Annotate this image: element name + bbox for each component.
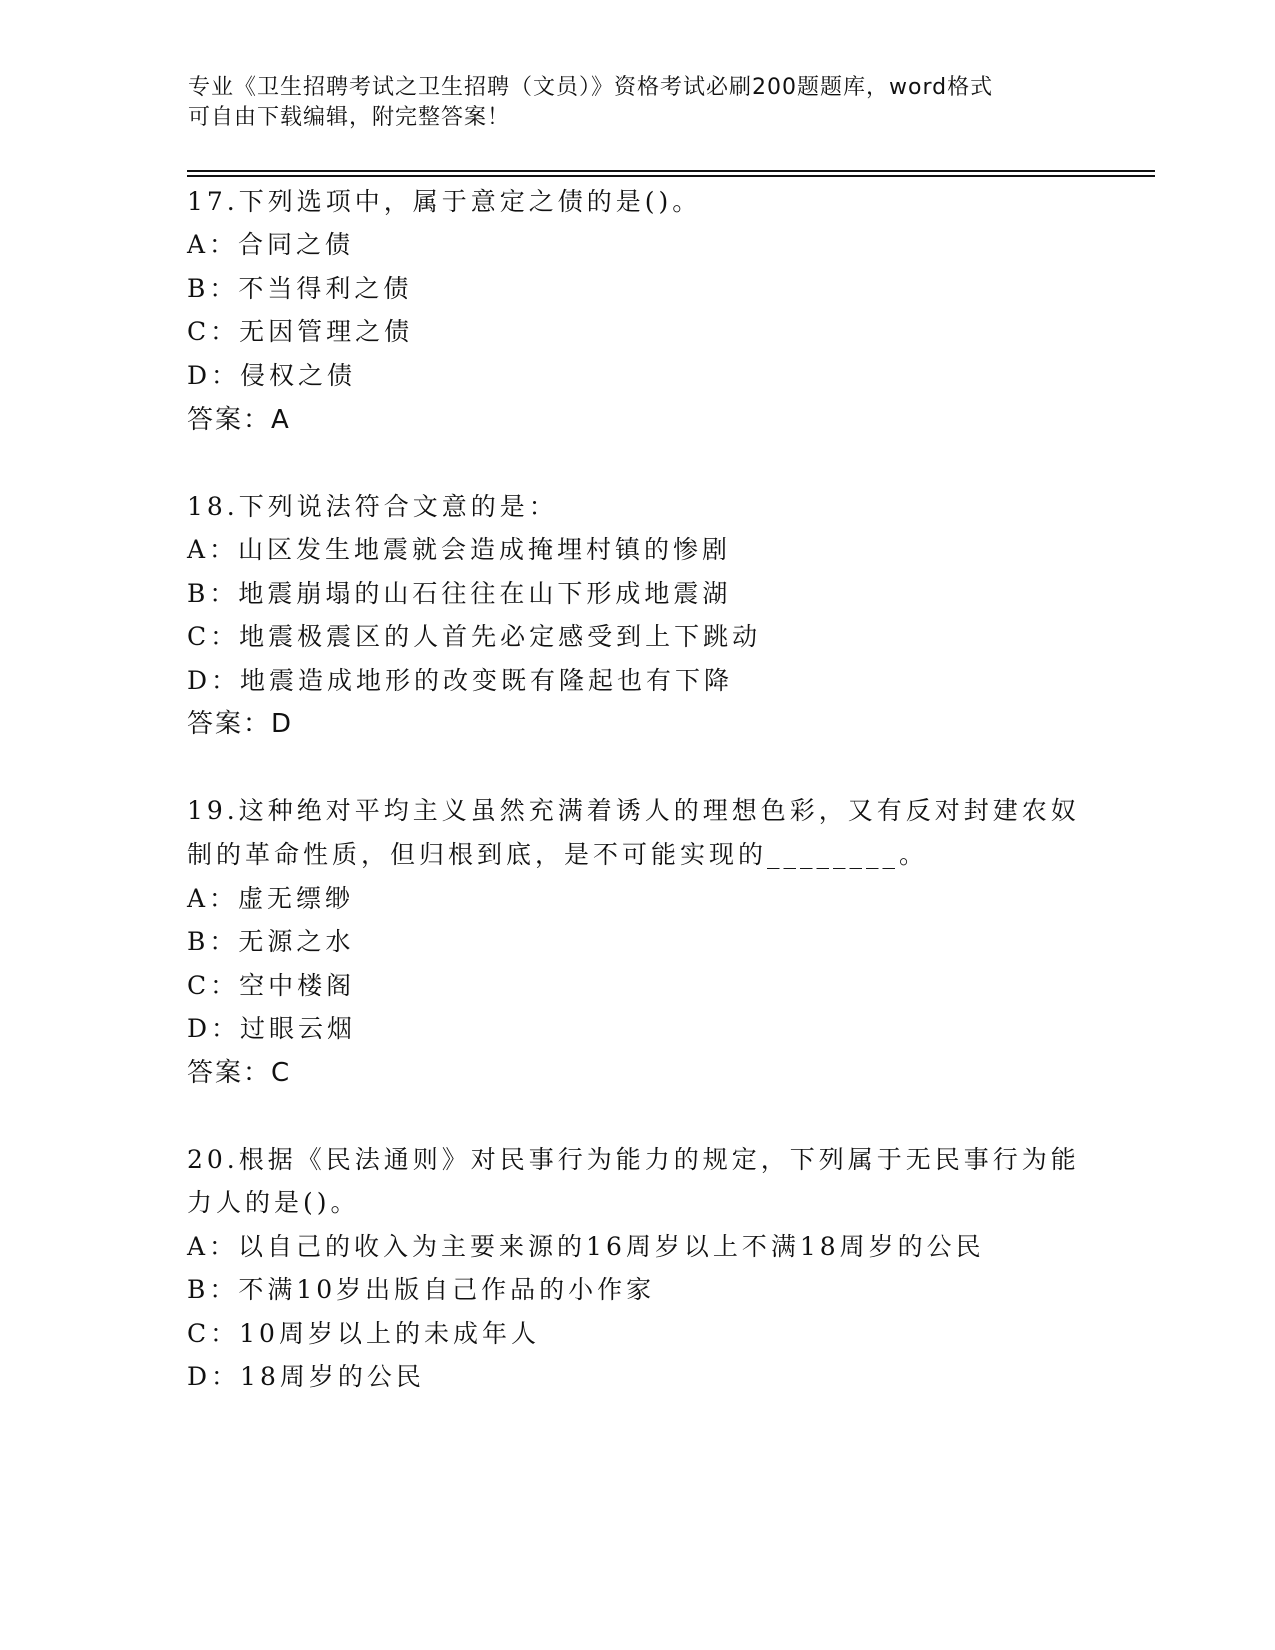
option-c: C：10周岁以上的未成年人 — [187, 1319, 540, 1348]
answer: 答案：A — [187, 405, 291, 435]
question-stem: 18.下列说法符合文意的是： — [187, 492, 558, 521]
option-d: D：侵权之债 — [187, 361, 357, 390]
header-divider-bottom — [187, 175, 1155, 177]
header-title-line-1: 专业《卫生招聘考试之卫生招聘（文员）》资格考试必刷200题题库，word格式 — [188, 75, 994, 100]
option-b: B：不满10岁出版自己作品的小作家 — [187, 1275, 656, 1304]
question-stem-line-1: 20.根据《民法通则》对民事行为能力的规定，下列属于无民事行为能 — [187, 1145, 1080, 1174]
option-a: A：合同之债 — [187, 230, 355, 259]
option-a: A：山区发生地震就会造成掩埋村镇的惨剧 — [187, 535, 732, 564]
question-stem-line-2: 力人的是()。 — [187, 1188, 360, 1217]
header-title-line-2: 可自由下载编辑，附完整答案！ — [188, 105, 511, 130]
header-divider-top — [187, 170, 1155, 172]
option-d: D：地震造成地形的改变既有隆起也有下降 — [187, 666, 734, 695]
option-d: D：18周岁的公民 — [187, 1362, 425, 1391]
option-a: A：虚无缥缈 — [187, 884, 355, 913]
answer: 答案：D — [187, 709, 294, 739]
option-b: B：无源之水 — [187, 927, 355, 956]
question-stem: 17.下列选项中，属于意定之债的是()。 — [187, 187, 702, 216]
question-stem-line-1: 19.这种绝对平均主义虽然充满着诱人的理想色彩，又有反对封建农奴 — [187, 796, 1080, 825]
option-c: C：无因管理之债 — [187, 317, 414, 346]
answer: 答案：C — [187, 1058, 292, 1088]
option-a: A：以自己的收入为主要来源的16周岁以上不满18周岁的公民 — [187, 1232, 985, 1261]
option-b: B：地震崩塌的山石往往在山下形成地震湖 — [187, 579, 732, 608]
question-stem-line-2: 制的革命性质，但归根到底，是不可能实现的________。 — [187, 840, 929, 869]
option-d: D：过眼云烟 — [187, 1014, 357, 1043]
option-b: B：不当得利之债 — [187, 274, 413, 303]
option-c: C：地震极震区的人首先必定感受到上下跳动 — [187, 622, 762, 651]
option-c: C：空中楼阁 — [187, 971, 356, 1000]
